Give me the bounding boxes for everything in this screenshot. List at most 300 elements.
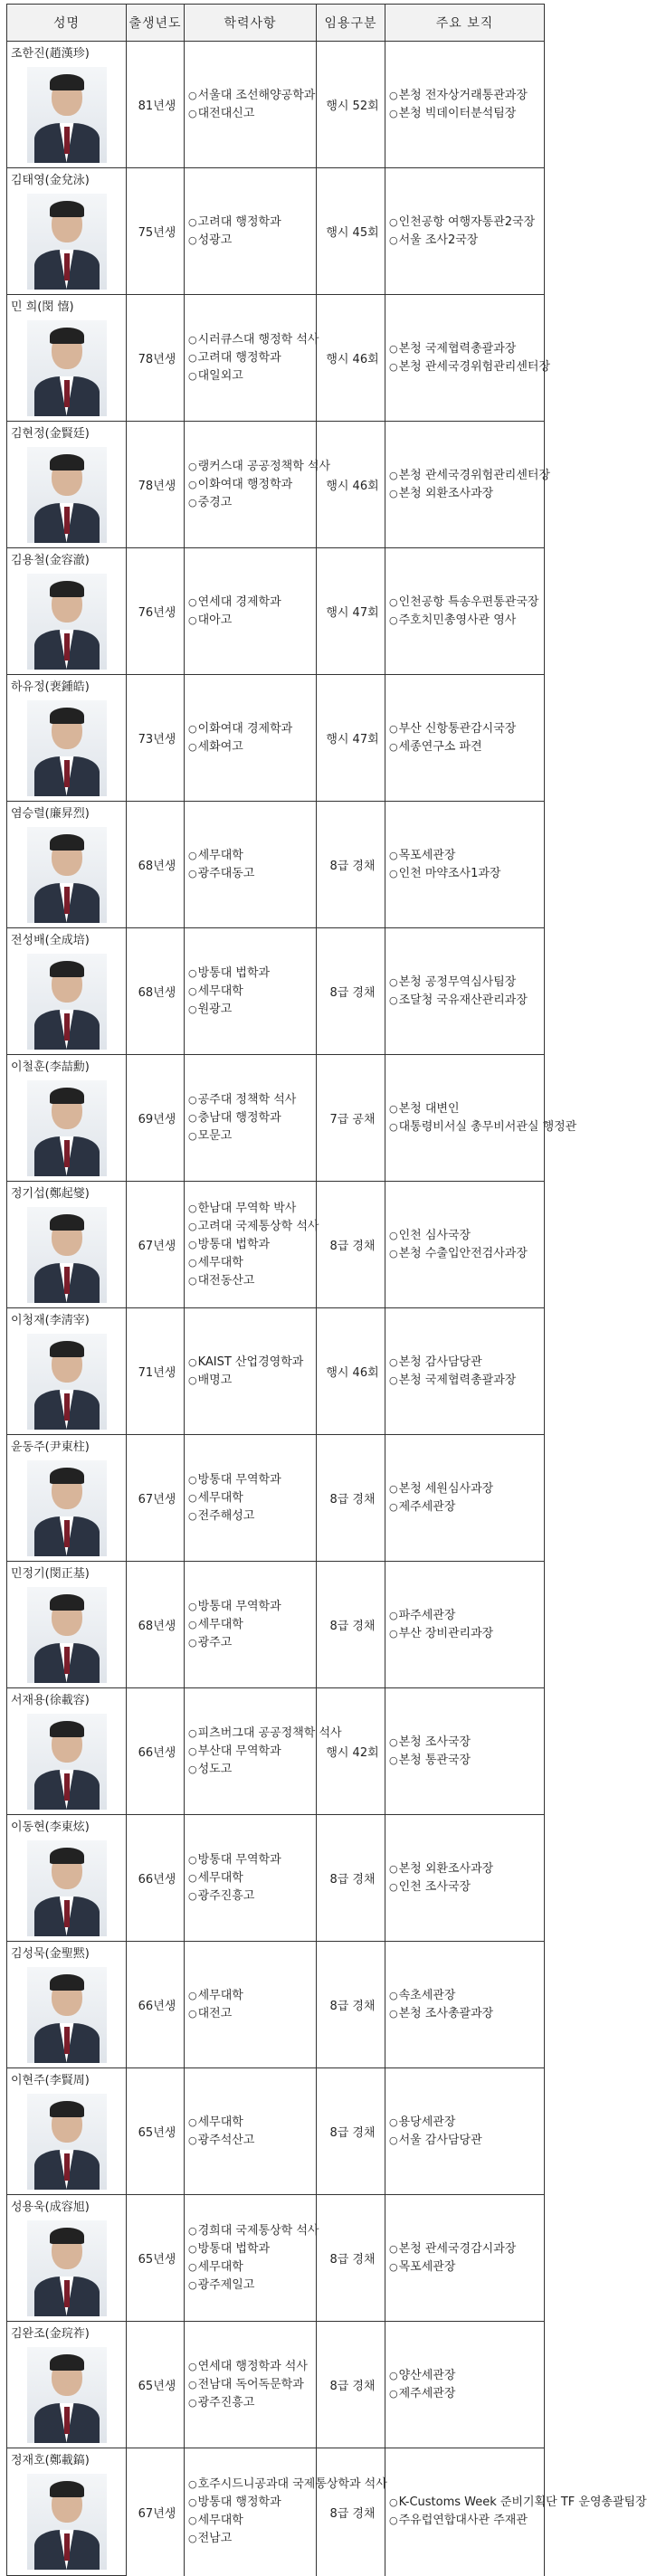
portrait-tie (64, 887, 70, 914)
appointment-type: 8급 경채 (317, 928, 385, 1055)
education-item: ○ 시러큐스대 행정학 석사 (188, 331, 316, 349)
education-item: ○ 광주진흥고 (188, 1887, 316, 1906)
header-education: 학력사항 (185, 5, 317, 42)
appointment-type: 8급 경채 (317, 1435, 385, 1562)
portrait-hair (50, 1594, 84, 1611)
person-photo (27, 1334, 107, 1430)
birth-year: 68년생 (127, 1562, 185, 1688)
education-list (185, 1182, 317, 1308)
education-item: ○ 광주제일고 (188, 2277, 316, 2295)
birth-year: 68년생 (127, 928, 185, 1055)
personnel-table (6, 4, 647, 2576)
education-item: ○ 세무대학 (188, 2114, 316, 2132)
education-list (185, 1942, 317, 2068)
position-item: ○ 조달청 국유재산관리과장 (389, 992, 544, 1010)
person-photo (27, 2474, 107, 2570)
positions-list (385, 295, 550, 422)
position-item: ○ 양산세관장 (389, 2367, 544, 2385)
appointment-type: 8급 경채 (317, 2068, 385, 2195)
position-item: ○ 주호치민총영사관 영사 (389, 612, 544, 630)
education-list (185, 1055, 317, 1182)
birth-year: 65년생 (127, 2195, 185, 2322)
education-list (185, 2068, 317, 2195)
education-item: ○ 공주대 정책학 석사 (188, 1091, 316, 1109)
education-item: ○ 세화여고 (188, 738, 316, 756)
person-name-row (7, 1308, 545, 1329)
position-item: ○ 대통령비서실 총무비서관실 행정관 (389, 1118, 544, 1136)
position-item: ○ 목포세관장 (389, 2258, 544, 2277)
position-item: ○ 본청 공정무역심사팀장 (389, 974, 544, 992)
birth-year: 78년생 (127, 422, 185, 548)
birth-year: 65년생 (127, 2322, 185, 2448)
person-name: 김현정(金賢廷) (7, 422, 127, 442)
positions-list (385, 1435, 545, 1562)
position-item: ○ 본청 전자상거래통관과장 (389, 87, 544, 105)
person-photo-cell (7, 1075, 127, 1182)
education-list (185, 1815, 317, 1942)
positions-list (385, 1942, 545, 2068)
position-item: ○ 서울 조사2국장 (389, 232, 544, 250)
person-name: 성용욱(成容旭) (7, 2195, 127, 2216)
appointment-type: 행시 52회 (317, 42, 385, 168)
person-photo (27, 1714, 107, 1810)
education-item: ○ 전남고 (188, 2530, 316, 2548)
education-item: ○ 고려대 국제통상학 석사 (188, 1218, 316, 1236)
positions-list (385, 2322, 545, 2448)
birth-year: 69년생 (127, 1055, 185, 1182)
person-photo-cell (7, 62, 127, 168)
appointment-type: 행시 46회 (317, 295, 385, 422)
positions-list (385, 2068, 545, 2195)
person-photo (27, 1460, 107, 1556)
person-name: 정기섭(鄭起燮) (7, 1182, 127, 1202)
person-name-row (7, 802, 545, 822)
education-list (185, 675, 317, 802)
portrait-hair (50, 454, 84, 471)
portrait-hair (50, 581, 84, 597)
person-name-row (7, 1815, 545, 1836)
education-item: ○ 대일외고 (188, 367, 316, 385)
education-item: ○ 충남대 행정학과 (188, 1109, 316, 1127)
appointment-type: 8급 경채 (317, 2195, 385, 2322)
person-name-row (7, 2322, 545, 2343)
position-item: ○ 인천공항 특송우편통관국장 (389, 594, 544, 612)
birth-year: 67년생 (127, 1435, 185, 1562)
education-item: ○ 방통대 법학과 (188, 2240, 316, 2258)
positions-list (385, 2195, 545, 2322)
position-item: ○ 부산 장비관리과장 (389, 1625, 544, 1643)
education-item: ○ 세무대학 (188, 847, 316, 865)
position-item: ○ 본청 빅데이터분석팀장 (389, 105, 544, 123)
education-item: ○ 광주고 (188, 1634, 316, 1652)
portrait-tie (64, 1013, 70, 1041)
appointment-type: 8급 경채 (317, 802, 385, 928)
position-item: ○ 주유럽연합대사관 주재관 (389, 2512, 544, 2530)
portrait-hair (50, 708, 84, 724)
person-name-row (7, 1182, 545, 1202)
appointment-type: 8급 경채 (317, 1942, 385, 2068)
appointment-type: 7급 공채 (317, 1055, 385, 1182)
education-item: ○ 대전고 (188, 2005, 316, 2023)
birth-year: 68년생 (127, 802, 185, 928)
education-item: ○ 고려대 행정학과 (188, 349, 316, 367)
portrait-tie (64, 380, 70, 407)
appointment-type: 행시 42회 (317, 1688, 385, 1815)
education-item: ○ 대전대신고 (188, 105, 316, 123)
person-name-row (7, 1435, 545, 1456)
person-name-row (7, 1562, 545, 1583)
person-name: 정재호(鄭載鎬) (7, 2448, 127, 2469)
birth-year: 73년생 (127, 675, 185, 802)
positions-list (385, 168, 545, 295)
education-list (185, 928, 317, 1055)
portrait-hair (50, 1848, 84, 1864)
portrait-hair (50, 2481, 84, 2497)
appointment-type: 8급 경채 (317, 1562, 385, 1688)
person-photo (27, 1967, 107, 2063)
person-photo-cell (7, 2215, 127, 2322)
education-item: ○ 호주시드니공과대 국제통상학과 석사 (188, 2476, 316, 2494)
person-name-row (7, 1942, 545, 1963)
portrait-tie (64, 2533, 70, 2561)
education-list (185, 168, 317, 295)
person-name: 민정기(閔正基) (7, 1562, 127, 1583)
positions-list (385, 2448, 647, 2576)
education-list (185, 422, 331, 548)
appointment-type: 행시 45회 (317, 168, 385, 295)
appointment-type: 8급 경채 (317, 1815, 385, 1942)
education-item: ○ 방통대 법학과 (188, 1236, 316, 1254)
education-item: ○ 연세대 행정학과 석사 (188, 2358, 316, 2376)
person-name: 염승렬(廉昇烈) (7, 802, 127, 822)
person-photo-cell (7, 1328, 127, 1435)
education-list (185, 295, 317, 422)
portrait-hair (50, 1214, 84, 1231)
person-photo-cell (7, 2088, 127, 2195)
appointment-type: 8급 경채 (317, 2448, 385, 2576)
person-photo (27, 2347, 107, 2443)
education-item: ○ 중경고 (188, 494, 316, 512)
person-photo-cell (7, 2468, 127, 2576)
portrait-tie (64, 2407, 70, 2434)
position-item: ○ K-Customs Week 준비기획단 TF 운영총괄팀장 (389, 2494, 544, 2512)
position-item: ○ 본청 외환조사과장 (389, 1860, 544, 1878)
birth-year: 65년생 (127, 2068, 185, 2195)
person-photo (27, 574, 107, 670)
birth-year: 76년생 (127, 548, 185, 675)
education-item: ○ 성도고 (188, 1761, 316, 1779)
person-photo (27, 1207, 107, 1303)
education-item: ○ 랭커스대 공공정책학 석사 (188, 458, 316, 476)
portrait-tie (64, 1140, 70, 1167)
person-name: 김태영(金兌泳) (7, 168, 127, 189)
appointment-type: 8급 경채 (317, 2322, 385, 2448)
education-item: ○ 원광고 (188, 1001, 316, 1019)
person-photo (27, 194, 107, 290)
education-item: ○ 세무대학 (188, 2512, 316, 2530)
appointment-type: 행시 46회 (317, 422, 385, 548)
education-item: ○ 한남대 무역학 박사 (188, 1200, 316, 1218)
education-item: ○ 세무대학 (188, 1869, 316, 1887)
position-item: ○ 본청 감사담당관 (389, 1354, 544, 1372)
position-item: ○ 본청 조사총괄과장 (389, 2005, 544, 2023)
appointment-type: 행시 47회 (317, 548, 385, 675)
position-item: ○ 본청 국제협력총괄과장 (389, 340, 544, 358)
education-item: ○ 방통대 무역학과 (188, 1471, 316, 1489)
education-item: ○ 광주석산고 (188, 2132, 316, 2150)
position-item: ○ 본청 대변인 (389, 1100, 544, 1118)
person-photo-cell (7, 2342, 127, 2448)
position-item: ○ 본청 조사국장 (389, 1734, 544, 1752)
position-item: ○ 인천 심사국장 (389, 1227, 544, 1245)
appointment-type: 8급 경채 (317, 1182, 385, 1308)
appointment-type: 행시 46회 (317, 1308, 385, 1435)
person-photo-cell (7, 1962, 127, 2068)
person-name-row (7, 1055, 545, 1076)
portrait-hair (50, 328, 84, 344)
portrait-hair (50, 961, 84, 977)
positions-list (385, 675, 545, 802)
person-photo (27, 1840, 107, 1936)
positions-list (385, 42, 545, 168)
position-item: ○ 본청 관세국경위험관리센터장 (389, 467, 544, 485)
person-photo-cell (7, 188, 127, 295)
education-item: ○ 이화여대 경제학과 (188, 720, 316, 738)
person-name-row (7, 2195, 545, 2216)
portrait-tie (64, 1900, 70, 1927)
person-photo (27, 67, 107, 163)
education-item: ○ 대전동산고 (188, 1272, 316, 1290)
person-photo-cell (7, 442, 127, 548)
portrait-hair (50, 201, 84, 217)
person-photo-cell (7, 822, 127, 928)
positions-list (385, 1055, 577, 1182)
position-item: ○ 본청 세원심사과장 (389, 1480, 544, 1498)
person-photo-cell (7, 948, 127, 1055)
positions-list (385, 1562, 545, 1688)
person-name: 민 희(閔 憘) (7, 295, 127, 316)
person-name-row (7, 168, 545, 189)
positions-list (385, 1688, 545, 1815)
position-item: ○ 제주세관장 (389, 2385, 544, 2403)
position-item: ○ 본청 관세국경감시과장 (389, 2240, 544, 2258)
education-list (185, 548, 317, 675)
birth-year: 75년생 (127, 168, 185, 295)
person-name: 하유정(裵鍾皓) (7, 675, 127, 696)
education-list (185, 1688, 342, 1815)
person-name: 이현주(李賢周) (7, 2068, 127, 2089)
portrait-hair (50, 2354, 84, 2371)
education-item: ○ 방통대 행정학과 (188, 2494, 316, 2512)
position-item: ○ 속초세관장 (389, 1987, 544, 2005)
person-photo-cell (7, 1582, 127, 1688)
person-photo-cell (7, 568, 127, 675)
portrait-hair (50, 1974, 84, 1991)
education-list (185, 2195, 317, 2322)
person-name: 전성배(全成培) (7, 928, 127, 949)
header-appointment: 임용구분 (317, 5, 385, 42)
person-name: 이동현(李東炫) (7, 1815, 127, 1836)
positions-list (385, 422, 550, 548)
education-item: ○ 세무대학 (188, 1489, 316, 1507)
portrait-tie (64, 760, 70, 787)
portrait-hair (50, 1721, 84, 1737)
education-item: ○ 방통대 무역학과 (188, 1851, 316, 1869)
positions-list (385, 548, 545, 675)
position-item: ○ 인천공항 여행자통관2국장 (389, 214, 544, 232)
education-item: ○ 전남대 독어독문학과 (188, 2376, 316, 2394)
birth-year: 66년생 (127, 1688, 185, 1815)
education-item: ○ 세무대학 (188, 1254, 316, 1272)
education-item: ○ 연세대 경제학과 (188, 594, 316, 612)
person-name-row (7, 2068, 545, 2089)
positions-list (385, 1308, 545, 1435)
person-photo-cell (7, 315, 127, 422)
education-item: ○ 세무대학 (188, 983, 316, 1001)
education-item: ○ 광주대동고 (188, 865, 316, 883)
appointment-type: 행시 47회 (317, 675, 385, 802)
person-name: 이철훈(李喆勳) (7, 1055, 127, 1076)
person-photo-cell (7, 1202, 127, 1308)
position-item: ○ 본청 수출입안전검사과장 (389, 1245, 544, 1263)
person-photo-cell (7, 1708, 127, 1815)
person-photo (27, 1080, 107, 1176)
header-name: 성명 (7, 5, 127, 42)
birth-year: 66년생 (127, 1815, 185, 1942)
person-name-row (7, 295, 545, 316)
position-item: ○ 서울 감사담당관 (389, 2132, 544, 2150)
positions-list (385, 1182, 545, 1308)
education-list (185, 802, 317, 928)
portrait-hair (50, 834, 84, 851)
education-item: ○ 세무대학 (188, 2258, 316, 2277)
header-row (7, 5, 545, 42)
person-name: 조한진(趙漢珍) (7, 42, 127, 62)
education-item: ○ 전주해성고 (188, 1507, 316, 1526)
person-photo (27, 2094, 107, 2190)
education-item: ○ 방통대 법학과 (188, 965, 316, 983)
portrait-hair (50, 1088, 84, 1104)
person-name-row (7, 548, 545, 569)
portrait-tie (64, 1520, 70, 1547)
position-item: ○ 본청 외환조사과장 (389, 485, 544, 503)
person-name-row (7, 928, 545, 949)
person-name: 김용철(金容澈) (7, 548, 127, 569)
portrait-tie (64, 2027, 70, 2054)
position-item: ○ 부산 신항통관감시국장 (389, 720, 544, 738)
education-list (185, 2322, 317, 2448)
portrait-tie (64, 1267, 70, 1294)
person-photo (27, 827, 107, 923)
education-list (185, 1562, 317, 1688)
portrait-hair (50, 1468, 84, 1484)
education-item: ○ 피츠버그대 공공정책학 석사 (188, 1725, 316, 1743)
portrait-tie (64, 1773, 70, 1801)
portrait-tie (64, 253, 70, 280)
education-item: ○ 배명고 (188, 1372, 316, 1390)
education-item: ○ 이화여대 행정학과 (188, 476, 316, 494)
portrait-tie (64, 507, 70, 534)
position-item: ○ 목포세관장 (389, 847, 544, 865)
position-item: ○ 본청 통관국장 (389, 1752, 544, 1770)
person-name-row (7, 675, 545, 696)
person-photo (27, 2220, 107, 2316)
education-item: ○ 부산대 무역학과 (188, 1743, 316, 1761)
portrait-tie (64, 127, 70, 154)
education-item: ○ 성광고 (188, 232, 316, 250)
education-item: ○ 광주진흥고 (188, 2394, 316, 2412)
education-item: ○ KAIST 산업경영학과 (188, 1354, 316, 1372)
education-item: ○ 고려대 행정학과 (188, 214, 316, 232)
person-name: 서재용(徐載容) (7, 1688, 127, 1709)
education-item: ○ 서울대 조선해양공학과 (188, 87, 316, 105)
education-item: ○ 세무대학 (188, 1987, 316, 2005)
portrait-hair (50, 74, 84, 90)
person-name-row (7, 42, 545, 62)
portrait-tie (64, 1393, 70, 1421)
education-list (185, 1308, 317, 1435)
portrait-hair (50, 2101, 84, 2117)
person-photo (27, 1587, 107, 1683)
portrait-hair (50, 1341, 84, 1357)
portrait-tie (64, 633, 70, 661)
header-positions: 주요 보직 (385, 5, 545, 42)
portrait-tie (64, 1647, 70, 1674)
education-item: ○ 모문고 (188, 1127, 316, 1145)
person-name: 이청재(李淸宰) (7, 1308, 127, 1329)
position-item: ○ 세종연구소 파견 (389, 738, 544, 756)
position-item: ○ 제주세관장 (389, 1498, 544, 1516)
birth-year: 71년생 (127, 1308, 185, 1435)
position-item: ○ 인천 마약조사1과장 (389, 865, 544, 883)
person-photo (27, 700, 107, 796)
birth-year: 67년생 (127, 1182, 185, 1308)
education-item: ○ 대아고 (188, 612, 316, 630)
person-name-row (7, 422, 545, 442)
education-list (185, 1435, 317, 1562)
position-item: ○ 인천 조사국장 (389, 1878, 544, 1896)
position-item: ○ 용당세관장 (389, 2114, 544, 2132)
birth-year: 81년생 (127, 42, 185, 168)
position-item: ○ 본청 관세국경위험관리센터장 (389, 358, 544, 376)
person-name: 김완조(金琓祚) (7, 2322, 127, 2343)
education-list (185, 42, 317, 168)
person-name-row (7, 2448, 545, 2469)
person-name: 김성묵(金聖黙) (7, 1942, 127, 1963)
portrait-tie (64, 2280, 70, 2307)
portrait-tie (64, 2153, 70, 2181)
person-name-row (7, 1688, 545, 1709)
person-photo (27, 447, 107, 543)
birth-year: 66년생 (127, 1942, 185, 2068)
portrait-hair (50, 2228, 84, 2244)
person-name: 윤동주(尹東柱) (7, 1435, 127, 1456)
education-item: ○ 세무대학 (188, 1616, 316, 1634)
header-birth-year: 출생년도 (127, 5, 185, 42)
position-item: ○ 파주세관장 (389, 1607, 544, 1625)
person-photo-cell (7, 1835, 127, 1942)
birth-year: 67년생 (127, 2448, 185, 2576)
person-photo (27, 954, 107, 1050)
education-item: ○ 방통대 무역학과 (188, 1598, 316, 1616)
position-item: ○ 본청 국제협력총괄과장 (389, 1372, 544, 1390)
person-photo-cell (7, 695, 127, 802)
person-photo-cell (7, 1455, 127, 1562)
positions-list (385, 928, 545, 1055)
positions-list (385, 802, 545, 928)
birth-year: 78년생 (127, 295, 185, 422)
person-photo (27, 320, 107, 416)
